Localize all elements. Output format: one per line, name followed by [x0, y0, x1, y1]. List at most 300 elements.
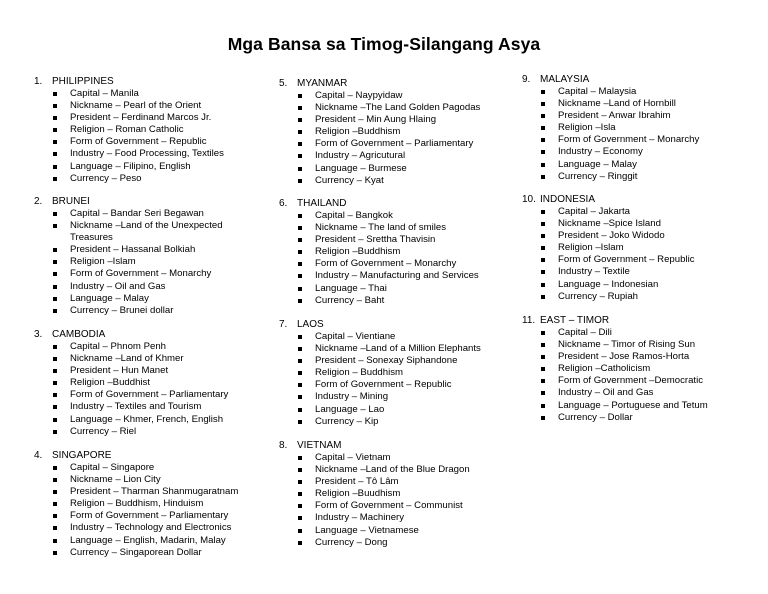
- bullet-icon: [53, 539, 57, 543]
- bullet-icon: [298, 250, 302, 254]
- bullet-icon: [298, 142, 302, 146]
- detail-text: President – Min Aung Hlaing: [315, 114, 437, 126]
- country-name: MALAYSIA: [540, 74, 590, 85]
- detail-item: [34, 148, 274, 160]
- detail-text: Language – Vietnamese: [315, 524, 419, 536]
- bullet-icon: [541, 416, 545, 420]
- detail-text: Capital – Manila: [70, 88, 139, 99]
- detail-item: [279, 175, 519, 187]
- bullet-icon: [298, 167, 302, 171]
- detail-item: [34, 474, 274, 486]
- bullet-icon: [53, 393, 57, 397]
- bullet-icon: [541, 283, 545, 287]
- detail-item: [34, 547, 274, 559]
- detail-item: [522, 375, 762, 387]
- detail-item: [522, 171, 762, 183]
- bullet-icon: [53, 92, 57, 96]
- detail-item: [34, 136, 274, 148]
- detail-text: Nickname –Spice Island: [558, 218, 661, 230]
- detail-text: Industry – Manufacturing and Services: [315, 270, 479, 282]
- country-details-list: [279, 210, 519, 307]
- detail-text: Form of Government – Monarchy: [315, 258, 457, 270]
- detail-item: [34, 293, 274, 305]
- detail-text: Industry – Oil and Gas: [558, 387, 654, 399]
- detail-text: Religion –Buddhism: [315, 126, 401, 138]
- bullet-icon: [541, 258, 545, 262]
- country-heading: [522, 74, 762, 86]
- detail-item: [34, 208, 274, 220]
- detail-item: [34, 414, 274, 426]
- detail-text: Language – Malay: [558, 158, 637, 170]
- detail-item: [34, 281, 274, 293]
- bullet-icon: [53, 405, 57, 409]
- bullet-icon: [298, 492, 302, 496]
- detail-text: Religion – Buddhism, Hinduism: [70, 498, 204, 510]
- country-name: LAOS: [297, 319, 324, 330]
- detail-text: Nickname –Land of the Blue Dragon: [315, 464, 470, 476]
- detail-text: Industry – Mining: [315, 391, 389, 403]
- detail-text: Language – Indonesian: [558, 278, 659, 290]
- detail-item: [279, 126, 519, 138]
- detail-text: Form of Government – Republic: [70, 136, 207, 148]
- bullet-icon: [541, 102, 545, 106]
- bullet-icon: [541, 90, 545, 94]
- bullet-icon: [298, 154, 302, 158]
- detail-item: [279, 138, 519, 150]
- bullet-icon: [298, 359, 302, 363]
- country-heading: [279, 198, 519, 210]
- detail-text: Industry – Textiles and Tourism: [70, 401, 202, 413]
- detail-item: [279, 90, 519, 102]
- detail-item: [279, 416, 519, 428]
- bullet-icon: [298, 529, 302, 533]
- country-thailand: [279, 198, 519, 307]
- bullet-icon: [541, 222, 545, 226]
- bullet-icon: [298, 504, 302, 508]
- country-name: VIETNAM: [297, 440, 342, 451]
- detail-item: [522, 110, 762, 122]
- detail-item: [279, 150, 519, 162]
- detail-item: [34, 522, 274, 534]
- detail-item: [522, 146, 762, 158]
- bullet-icon: [298, 262, 302, 266]
- bullet-icon: [53, 285, 57, 289]
- detail-item: [279, 391, 519, 403]
- bullet-icon: [53, 260, 57, 264]
- detail-text: Language – Portuguese and Tetum: [558, 399, 708, 411]
- country-details-list: [522, 86, 762, 183]
- detail-text: President – Hun Manet: [70, 365, 169, 377]
- bullet-icon: [541, 355, 545, 359]
- detail-text: Currency – Riel: [70, 425, 137, 437]
- detail-text: Form of Government – Parliamentary: [315, 138, 474, 150]
- detail-item: [34, 305, 274, 317]
- detail-item: [279, 525, 519, 537]
- detail-text: Nickname –Land of the Unexpected Treasures: [70, 220, 223, 244]
- country-indonesia: [522, 194, 762, 303]
- detail-text: Industry – Oil and Gas: [70, 280, 166, 292]
- country-vietnam: [279, 440, 519, 549]
- detail-text: Form of Government – Republic: [558, 254, 695, 266]
- bullet-icon: [53, 140, 57, 144]
- detail-item: [279, 283, 519, 295]
- detail-text: Currency – Rupiah: [558, 290, 638, 302]
- detail-text: Nickname – Pearl of the Orient: [70, 100, 202, 112]
- bullet-icon: [298, 130, 302, 134]
- detail-text: Currency – Peso: [70, 172, 142, 184]
- detail-item: [522, 134, 762, 146]
- detail-item: [34, 88, 274, 100]
- detail-text: Nickname –Land of a Million Elephants: [315, 343, 481, 355]
- country-name: INDONESIA: [540, 194, 596, 205]
- detail-text: President – Tharman Shanmugaratnam: [70, 486, 239, 498]
- country-details-list: [522, 206, 762, 303]
- country-heading: [522, 315, 762, 327]
- detail-text: President – Srettha Thavisin: [315, 234, 436, 246]
- detail-text: President – Joko Widodo: [558, 230, 665, 242]
- detail-text: Language – Khmer, French, English: [70, 413, 224, 425]
- detail-item: [279, 537, 519, 549]
- detail-text: President – Anwar Ibrahim: [558, 110, 671, 122]
- detail-text: Currency – Brunei dollar: [70, 304, 174, 316]
- detail-text: Currency – Kip: [315, 415, 379, 427]
- detail-text: Nickname –The Land Golden Pagodas: [315, 102, 481, 114]
- bullet-icon: [53, 212, 57, 216]
- detail-text: Form of Government – Monarchy: [558, 134, 700, 146]
- detail-item: [34, 341, 274, 353]
- detail-item: [279, 163, 519, 175]
- bullet-icon: [53, 248, 57, 252]
- bullet-icon: [298, 408, 302, 412]
- country-east-timor: [522, 315, 762, 424]
- country-brunei: [34, 196, 274, 317]
- detail-text: Religion –Buddhism: [315, 246, 401, 258]
- detail-text: Language – Burmese: [315, 162, 407, 174]
- country-details-list: [34, 341, 274, 438]
- country-heading: [34, 450, 274, 462]
- country-name: BRUNEI: [52, 196, 90, 207]
- country-heading: [279, 319, 519, 331]
- detail-item: [34, 535, 274, 547]
- detail-item: [34, 389, 274, 401]
- detail-item: [279, 114, 519, 126]
- country-number: 10.: [522, 194, 536, 205]
- detail-item: [34, 377, 274, 389]
- detail-item: [34, 256, 274, 268]
- detail-item: [279, 331, 519, 343]
- bullet-icon: [53, 430, 57, 434]
- bullet-icon: [53, 309, 57, 313]
- bullet-icon: [541, 163, 545, 167]
- country-number: 9.: [522, 74, 531, 85]
- country-heading: [34, 76, 274, 88]
- detail-item: [34, 161, 274, 173]
- bullet-icon: [53, 297, 57, 301]
- country-heading: [522, 194, 762, 206]
- detail-text: Currency – Kyat: [315, 174, 384, 186]
- country-cambodia: [34, 329, 274, 438]
- detail-text: Currency – Ringgit: [558, 170, 638, 182]
- detail-text: Capital – Jakarta: [558, 206, 630, 217]
- bullet-icon: [541, 331, 545, 335]
- detail-text: Nickname – Lion City: [70, 474, 161, 486]
- bullet-icon: [298, 395, 302, 399]
- detail-item: [279, 258, 519, 270]
- detail-text: President – Sonexay Siphandone: [315, 355, 458, 367]
- bullet-icon: [298, 420, 302, 424]
- bullet-icon: [298, 468, 302, 472]
- detail-text: Capital – Phnom Penh: [70, 341, 166, 352]
- bullet-icon: [298, 347, 302, 351]
- detail-item: [34, 365, 274, 377]
- country-details-list: [279, 452, 519, 549]
- country-details-list: [279, 90, 519, 187]
- page-title: Mga Bansa sa Timog-Silangang Asya: [227, 34, 541, 54]
- detail-text: Capital – Dili: [558, 327, 612, 338]
- detail-item: [279, 512, 519, 524]
- bullet-icon: [53, 526, 57, 530]
- detail-item: [522, 122, 762, 134]
- country-details-list: [522, 327, 762, 424]
- bullet-icon: [298, 226, 302, 230]
- detail-text: Capital – Bandar Seri Begawan: [70, 208, 204, 219]
- detail-text: Language – English, Madarin, Malay: [70, 534, 226, 546]
- bullet-icon: [298, 541, 302, 545]
- detail-item: [522, 327, 762, 339]
- detail-item: [34, 486, 274, 498]
- detail-item: [279, 343, 519, 355]
- detail-item: [34, 244, 274, 256]
- bullet-icon: [298, 179, 302, 183]
- country-details-list: [279, 331, 519, 428]
- detail-text: Form of Government – Parliamentary: [70, 510, 229, 522]
- detail-item: [279, 500, 519, 512]
- detail-item: [34, 112, 274, 124]
- bullet-icon: [53, 272, 57, 276]
- detail-item: [279, 379, 519, 391]
- bullet-icon: [53, 466, 57, 470]
- country-laos: [279, 319, 519, 428]
- country-number: 5.: [279, 78, 288, 89]
- detail-item: [279, 476, 519, 488]
- detail-item: [34, 173, 274, 185]
- detail-text: Industry – Food Processing, Textiles: [70, 148, 224, 160]
- detail-item: [34, 510, 274, 522]
- bullet-icon: [541, 246, 545, 250]
- detail-item: [34, 220, 230, 244]
- detail-text: Language – Filipino, English: [70, 160, 191, 172]
- detail-item: [522, 230, 762, 242]
- bullet-icon: [53, 104, 57, 108]
- country-name: PHILIPPINES: [52, 76, 114, 87]
- detail-item: [34, 426, 274, 438]
- detail-item: [522, 98, 762, 110]
- bullet-icon: [541, 138, 545, 142]
- detail-item: [34, 401, 274, 413]
- country-number: 7.: [279, 319, 288, 330]
- bullet-icon: [53, 152, 57, 156]
- bullet-icon: [541, 367, 545, 371]
- bullet-icon: [298, 456, 302, 460]
- bullet-icon: [53, 128, 57, 132]
- bullet-icon: [541, 404, 545, 408]
- bullet-icon: [53, 478, 57, 482]
- detail-item: [34, 268, 274, 280]
- bullet-icon: [53, 369, 57, 373]
- detail-item: [279, 367, 519, 379]
- country-name: THAILAND: [297, 198, 347, 209]
- detail-text: Capital – Naypyidaw: [315, 90, 403, 101]
- country-heading: [34, 329, 274, 341]
- bullet-icon: [298, 94, 302, 98]
- detail-item: [522, 159, 762, 171]
- bullet-icon: [298, 335, 302, 339]
- detail-item: [279, 464, 519, 476]
- detail-text: Industry – Economy: [558, 146, 643, 158]
- detail-text: Nickname –Land of Hornbill: [558, 98, 676, 110]
- detail-item: [522, 266, 762, 278]
- country-heading: [279, 440, 519, 452]
- detail-item: [522, 218, 762, 230]
- bullet-icon: [53, 224, 57, 228]
- detail-item: [279, 404, 519, 416]
- detail-text: Industry – Technology and Electronics: [70, 522, 232, 534]
- detail-item: [279, 234, 519, 246]
- bullet-icon: [53, 418, 57, 422]
- detail-item: [279, 355, 519, 367]
- bullet-icon: [541, 343, 545, 347]
- detail-item: [522, 351, 762, 363]
- detail-text: Capital – Vientiane: [315, 331, 396, 342]
- detail-item: [34, 124, 274, 136]
- country-number: 8.: [279, 440, 288, 451]
- country-details-list: [34, 462, 274, 559]
- bullet-icon: [298, 274, 302, 278]
- detail-item: [279, 270, 519, 282]
- detail-text: Currency – Dong: [315, 536, 388, 548]
- bullet-icon: [298, 214, 302, 218]
- detail-text: Nickname –Land of Khmer: [70, 353, 184, 365]
- detail-text: Form of Government – Communist: [315, 500, 463, 512]
- bullet-icon: [541, 114, 545, 118]
- bullet-icon: [541, 210, 545, 214]
- detail-text: Religion –Isla: [558, 122, 616, 134]
- detail-item: [279, 488, 519, 500]
- country-number: 6.: [279, 198, 288, 209]
- bullet-icon: [298, 371, 302, 375]
- country-name: CAMBODIA: [52, 329, 106, 340]
- detail-text: Industry – Agricutural: [315, 150, 406, 162]
- detail-text: Form of Government – Parliamentary: [70, 389, 229, 401]
- detail-text: President – Jose Ramos-Horta: [558, 351, 690, 363]
- detail-text: Religion –Islam: [70, 256, 136, 268]
- bullet-icon: [53, 514, 57, 518]
- country-singapore: [34, 450, 274, 559]
- country-details-list: [34, 208, 274, 317]
- detail-text: President – Tô Lâm: [315, 476, 399, 488]
- detail-text: Form of Government –Democratic: [558, 375, 704, 387]
- detail-text: Religion – Roman Catholic: [70, 124, 184, 136]
- bullet-icon: [53, 165, 57, 169]
- country-number: 11.: [522, 315, 536, 326]
- detail-item: [34, 462, 274, 474]
- bullet-icon: [53, 381, 57, 385]
- bullet-icon: [298, 480, 302, 484]
- bullet-icon: [53, 345, 57, 349]
- bullet-icon: [541, 295, 545, 299]
- detail-item: [522, 206, 762, 218]
- detail-text: Form of Government – Monarchy: [70, 268, 212, 280]
- country-number: 2.: [34, 196, 43, 207]
- detail-item: [522, 86, 762, 98]
- detail-item: [34, 353, 274, 365]
- country-heading: [279, 78, 519, 90]
- bullet-icon: [541, 175, 545, 179]
- detail-text: Language – Lao: [315, 403, 385, 415]
- bullet-icon: [541, 379, 545, 383]
- bullet-icon: [541, 150, 545, 154]
- detail-item: [522, 242, 762, 254]
- country-philippines: [34, 76, 274, 185]
- detail-item: [522, 279, 762, 291]
- detail-text: Industry – Machinery: [315, 512, 405, 524]
- detail-text: President – Hassanal Bolkiah: [70, 244, 196, 256]
- detail-text: President – Ferdinand Marcos Jr.: [70, 112, 212, 124]
- detail-item: [34, 498, 274, 510]
- bullet-icon: [298, 106, 302, 110]
- bullet-icon: [298, 299, 302, 303]
- detail-item: [279, 222, 519, 234]
- bullet-icon: [298, 118, 302, 122]
- detail-text: Nickname – The land of smiles: [315, 222, 446, 234]
- detail-item: [522, 254, 762, 266]
- bullet-icon: [53, 502, 57, 506]
- detail-text: Currency – Singaporean Dollar: [70, 546, 202, 558]
- detail-text: Religion –Islam: [558, 242, 624, 254]
- detail-text: Currency – Dollar: [558, 411, 633, 423]
- detail-text: Form of Government – Republic: [315, 379, 452, 391]
- bullet-icon: [541, 234, 545, 238]
- detail-text: Religion – Buddhism: [315, 367, 403, 379]
- bullet-icon: [541, 270, 545, 274]
- bullet-icon: [298, 383, 302, 387]
- detail-item: [279, 452, 519, 464]
- detail-item: [279, 295, 519, 307]
- bullet-icon: [53, 490, 57, 494]
- bullet-icon: [298, 238, 302, 242]
- country-number: 4.: [34, 450, 43, 461]
- country-malaysia: [522, 74, 762, 183]
- detail-item: [522, 291, 762, 303]
- bullet-icon: [541, 391, 545, 395]
- detail-text: Currency – Baht: [315, 294, 385, 306]
- detail-item: [522, 387, 762, 399]
- detail-text: Capital – Bangkok: [315, 210, 393, 221]
- country-heading: [34, 196, 274, 208]
- bullet-icon: [53, 551, 57, 555]
- detail-text: Language – Malay: [70, 292, 149, 304]
- bullet-icon: [298, 287, 302, 291]
- detail-item: [279, 102, 519, 114]
- country-details-list: [34, 88, 274, 185]
- detail-item: [522, 339, 762, 351]
- detail-text: Capital – Vietnam: [315, 452, 391, 463]
- bullet-icon: [53, 177, 57, 181]
- detail-text: Capital – Malaysia: [558, 86, 637, 97]
- detail-item: [279, 210, 519, 222]
- detail-text: Religion –Catholicism: [558, 363, 651, 375]
- country-myanmar: [279, 78, 519, 187]
